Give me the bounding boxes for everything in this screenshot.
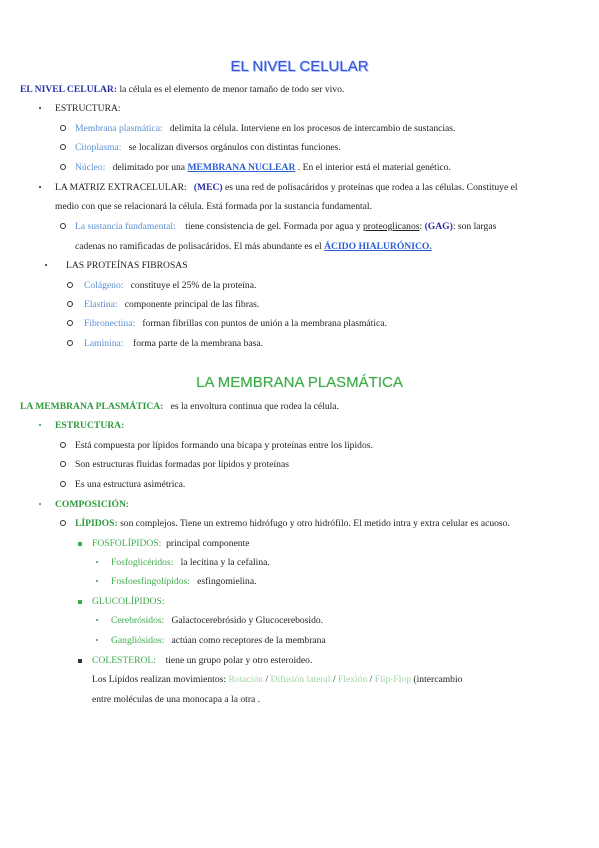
composicion-label: COMPOSICIÓN: [55, 499, 126, 510]
membrana-nuclear-link[interactable]: MEMBRANA NUCLEAR: [187, 162, 296, 173]
intro-text: es la envoltura continua que rodea la célula.: [170, 401, 339, 412]
item-text: actúan como receptores de la membrana: [171, 635, 326, 646]
list-item: [75, 123, 455, 135]
list-item: [111, 557, 270, 569]
item-term: Laminina:: [84, 338, 124, 349]
lipidos-text: son complejos. Tiene un extremo hidrófugo y otro hidrófilo. El metido intra y extra celular es acuoso.: [120, 518, 510, 529]
mec-abbr: (MEC): [193, 182, 223, 193]
list-item: Son estructuras fluidas formadas por lípidos y proteínas: [75, 459, 289, 470]
item-text: delimitado por una: [112, 162, 188, 173]
circle-bullet-icon: [57, 479, 69, 491]
sustancia-line1: [75, 221, 496, 233]
item-text: componente principal de las fibras.: [124, 299, 260, 310]
item-term: Fibronectina:: [84, 318, 136, 329]
bullet-icon: •: [95, 616, 99, 625]
item-text: esfingomielina.: [197, 576, 257, 587]
lipidos-line: [75, 518, 510, 530]
circle-bullet-icon: [57, 142, 69, 154]
item-term: Núcleo:: [75, 162, 106, 173]
movimiento-flip-flop: Flip-Flop: [374, 674, 412, 685]
list-item: Es una estructura asimétrica.: [75, 479, 186, 490]
list-item: [75, 162, 451, 174]
item-text: forman fibrillas con puntos de unión a la membrana plasmática.: [142, 318, 387, 329]
item-term: Cerebrósidos:: [111, 615, 165, 626]
movimientos-text: (intercambio: [411, 674, 463, 685]
bullet-icon: •: [38, 500, 42, 509]
circle-bullet-icon: [57, 440, 69, 452]
item-text: constituye el 25% de la proteína.: [130, 280, 257, 291]
item-text: tiene un grupo polar y otro esteroideo.: [165, 655, 313, 666]
lipidos-label: LÍPIDOS:: [75, 518, 118, 529]
movimiento-rotacion: Rotación: [228, 674, 264, 685]
movimientos-text: Los Lípidos realizan movimientos:: [92, 674, 229, 685]
sustancia-line2: [75, 241, 432, 253]
circle-bullet-icon: [57, 459, 69, 471]
item-term: La sustancia fundamental:: [75, 221, 176, 232]
list-item: [84, 299, 259, 311]
list-item: Está compuesta por lípidos formando una bicapa y proteínas entre los lípidos.: [75, 440, 373, 451]
bullet-icon: •: [95, 636, 99, 645]
movimiento-flexion: Flexión: [337, 674, 368, 685]
intro-label: EL NIVEL CELULAR:: [20, 84, 118, 95]
movimiento-difusion: Difusión lateral: [270, 674, 331, 685]
movimientos-line2: entre moléculas de una monocapa a la otra .: [92, 694, 261, 705]
item-text: tiene consistencia de gel. Formada por agua y: [185, 221, 363, 232]
item-text: forma parte de la membrana basa.: [133, 338, 264, 349]
item-term: Gangliósidos:: [111, 635, 165, 646]
item-text: . En el interior está el material genético.: [295, 162, 451, 173]
intro-line: [20, 84, 344, 96]
composicion-label-line: [55, 499, 129, 511]
matriz-label: LA MATRIZ EXTRACELULAR:: [55, 182, 187, 193]
bullet-icon: •: [44, 261, 48, 270]
matriz-line1: [55, 182, 518, 194]
item-text: principal componente: [166, 538, 250, 549]
item-text: se localizan diversos orgánulos con distintas funciones.: [128, 142, 341, 153]
estructura-label: ESTRUCTURA:: [55, 103, 121, 114]
item-text: Galactocerebrósido y Glucocerebosido.: [171, 615, 324, 626]
proteinas-label: LAS PROTEÍNAS FIBROSAS: [66, 260, 188, 271]
item-term: FOSFOLÍPIDOS:: [92, 538, 162, 549]
item-term: Citoplasma:: [75, 142, 122, 153]
bullet-icon: •: [38, 421, 42, 430]
circle-bullet-icon: [57, 162, 69, 174]
circle-bullet-icon: [57, 123, 69, 135]
matriz-text: es una red de polisacáridos y proteínas que rodea a las células. Constituye el: [225, 182, 518, 193]
circle-bullet-icon: [64, 338, 76, 350]
list-item: [84, 280, 256, 292]
square-bullet-icon: [74, 596, 86, 608]
list-item: [84, 318, 387, 330]
estructura-label: ESTRUCTURA:: [55, 420, 125, 431]
bullet-icon: •: [95, 577, 99, 586]
colesterol-line: [92, 655, 312, 667]
proteoglicanos-term: proteoglicanos: [363, 221, 420, 232]
circle-bullet-icon: [64, 299, 76, 311]
punctuation: :: [419, 221, 423, 232]
circle-bullet-icon: [57, 221, 69, 233]
bullet-icon: •: [38, 104, 42, 113]
circle-bullet-icon: [64, 280, 76, 292]
matriz-line2: medio con que se relacionará la célula. Está formada por la sustancia fundamental.: [55, 201, 372, 212]
movimientos-line1: [92, 674, 462, 686]
square-bullet-icon: [74, 538, 86, 550]
gag-abbr: (GAG): [424, 221, 453, 232]
page-title: EL NIVEL CELULAR: [230, 58, 369, 75]
item-term: Fosfoesfingolípidos:: [111, 576, 190, 587]
item-text: : son largas: [452, 221, 497, 232]
punctuation: :: [125, 499, 129, 510]
bullet-icon: •: [95, 558, 99, 567]
intro-text: la célula es el elemento de menor tamaño de todo ser vivo.: [119, 84, 345, 95]
list-item: [75, 142, 341, 154]
square-bullet-icon: [74, 655, 86, 667]
section-title: LA MEMBRANA PLASMÁTICA: [196, 374, 403, 391]
intro-line: [20, 401, 339, 413]
item-text: cadenas no ramificadas de polisacáridos. El más abundante es el: [75, 241, 325, 252]
list-item: [111, 576, 257, 588]
item-term: Membrana plasmática:: [75, 123, 163, 134]
item-text: la lecitina y la cefalina.: [180, 557, 270, 568]
intro-label: LA MEMBRANA PLASMÁTICA:: [20, 401, 164, 412]
item-term: Elastina:: [84, 299, 118, 310]
list-item: [84, 338, 263, 350]
item-term: Fosfoglicéridos:: [111, 557, 174, 568]
glucolipidos-label: GLUCOLÍPIDOS:: [92, 596, 165, 607]
bullet-icon: •: [38, 183, 42, 192]
separator: /: [330, 674, 338, 685]
circle-bullet-icon: [64, 318, 76, 330]
separator: /: [367, 674, 375, 685]
item-term: Colágeno:: [84, 280, 124, 291]
fosfolipidos-line: [92, 538, 250, 550]
list-item: [111, 635, 326, 647]
item-text: delimita la célula. Interviene en los procesos de intercambio de sustancias.: [169, 123, 456, 134]
acido-hialuronico-link[interactable]: ÁCIDO HIALURÓNICO.: [324, 241, 432, 252]
item-term: COLESTEROL:: [92, 655, 156, 666]
list-item: [111, 615, 323, 627]
separator: /: [263, 674, 271, 685]
circle-bullet-icon: [57, 518, 69, 530]
